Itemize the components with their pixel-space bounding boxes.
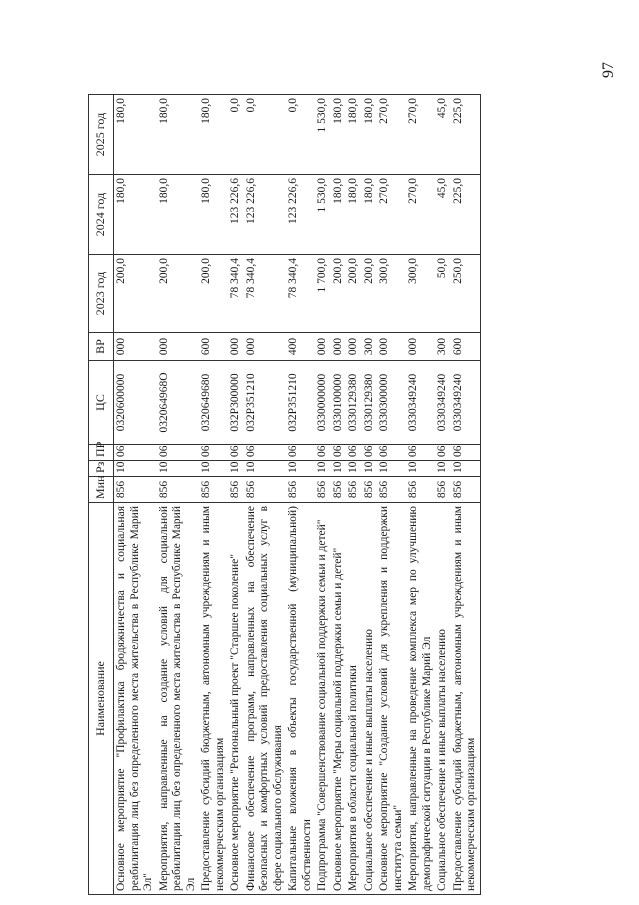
header-vr: ВР bbox=[89, 333, 114, 361]
row-name: Социальное обеспечение и иные выплаты населению bbox=[362, 503, 378, 895]
row-rz: 10 bbox=[331, 461, 347, 477]
row-pr: 06 bbox=[114, 445, 157, 461]
row-min: 856 bbox=[114, 477, 157, 503]
row-cs: 0330100000 bbox=[331, 361, 347, 445]
row-pr: 06 bbox=[377, 445, 406, 461]
row-min: 856 bbox=[244, 477, 287, 503]
row-cs: 0330349240 bbox=[435, 361, 451, 445]
row-vr: 600 bbox=[451, 333, 481, 361]
header-cs: ЦС bbox=[89, 361, 114, 445]
row-2023: 300,0 bbox=[377, 255, 406, 333]
row-2023: 200,0 bbox=[331, 255, 347, 333]
row-cs: 032P300000 bbox=[228, 361, 244, 445]
row-2025: 1 530,0 bbox=[315, 95, 331, 175]
row-cs: 032064968О bbox=[157, 361, 200, 445]
row-cs: 0330300000 bbox=[377, 361, 406, 445]
budget-table-sheet bbox=[88, 95, 608, 895]
row-vr: 000 bbox=[244, 333, 287, 361]
row-rz: 10 bbox=[315, 461, 331, 477]
header-rz: Рз bbox=[89, 461, 114, 477]
row-min: 856 bbox=[377, 477, 406, 503]
table-row bbox=[331, 95, 347, 895]
row-2025: 180,0 bbox=[114, 95, 157, 175]
row-vr: 000 bbox=[377, 333, 406, 361]
row-2023: 250,0 bbox=[451, 255, 481, 333]
row-min: 856 bbox=[451, 477, 481, 503]
row-2023: 78 340,4 bbox=[228, 255, 244, 333]
row-vr: 600 bbox=[199, 333, 228, 361]
row-min: 856 bbox=[286, 477, 315, 503]
row-name: Основное мероприятие "Региональный проект "Старшее поколение" bbox=[228, 503, 244, 895]
row-2024: 123 226,6 bbox=[228, 175, 244, 255]
row-2024: 180,0 bbox=[114, 175, 157, 255]
row-name: Финансовое обеспечение программ, направленных на обеспечение безопасных и комфортных условий предоставления социальных услуг в сфере социального обслуживания bbox=[244, 503, 287, 895]
row-cs: 0330349240 bbox=[406, 361, 435, 445]
row-name: Основное мероприятие "Меры социальной поддержки семьи и детей" bbox=[331, 503, 347, 895]
row-2025: 180,0 bbox=[331, 95, 347, 175]
row-min: 856 bbox=[435, 477, 451, 503]
header-min: Мин bbox=[89, 477, 114, 503]
row-rz: 10 bbox=[286, 461, 315, 477]
row-name: Основное мероприятие "Профилактика бродяжничества и социальная реабилитация лиц без определенного места жительства в Республике Марий Эл" bbox=[114, 503, 157, 895]
row-2023: 300,0 bbox=[406, 255, 435, 333]
row-name: Мероприятия в области социальной политики bbox=[346, 503, 362, 895]
row-2023: 200,0 bbox=[362, 255, 378, 333]
row-rz: 10 bbox=[157, 461, 200, 477]
table-row bbox=[406, 95, 435, 895]
table-row bbox=[244, 95, 287, 895]
row-vr: 000 bbox=[114, 333, 157, 361]
row-2024: 225,0 bbox=[451, 175, 481, 255]
row-cs: 0330129380 bbox=[362, 361, 378, 445]
row-2023: 78 340,4 bbox=[244, 255, 287, 333]
row-vr: 000 bbox=[346, 333, 362, 361]
row-vr: 000 bbox=[315, 333, 331, 361]
header-name: Наименование bbox=[89, 503, 114, 895]
row-rz: 10 bbox=[406, 461, 435, 477]
row-vr: 400 bbox=[286, 333, 315, 361]
row-2023: 200,0 bbox=[346, 255, 362, 333]
row-min: 856 bbox=[199, 477, 228, 503]
row-pr: 06 bbox=[346, 445, 362, 461]
row-rz: 10 bbox=[228, 461, 244, 477]
row-name: Предоставление субсидий бюджетным, автономным учреждениям и иным некоммерческим организациям bbox=[199, 503, 228, 895]
row-2024: 180,0 bbox=[346, 175, 362, 255]
budget-table bbox=[88, 94, 481, 895]
table-row bbox=[346, 95, 362, 895]
table-header-row bbox=[89, 95, 114, 895]
row-pr: 06 bbox=[362, 445, 378, 461]
row-2025: 180,0 bbox=[157, 95, 200, 175]
row-vr: 000 bbox=[406, 333, 435, 361]
row-name: Мероприятия, направленные на проведение комплекса мер по улучшению демографической ситуации в Республике Марий Эл bbox=[406, 503, 435, 895]
row-rz: 10 bbox=[435, 461, 451, 477]
row-rz: 10 bbox=[114, 461, 157, 477]
row-2024: 180,0 bbox=[362, 175, 378, 255]
table-row bbox=[228, 95, 244, 895]
row-2025: 0,0 bbox=[286, 95, 315, 175]
row-2024: 45,0 bbox=[435, 175, 451, 255]
row-pr: 06 bbox=[244, 445, 287, 461]
row-name: Социальное обеспечение и иные выплаты населению bbox=[435, 503, 451, 895]
row-name: Основное мероприятие "Создание условий для укрепления и поддержки института семьи" bbox=[377, 503, 406, 895]
row-cs: 0330000000 bbox=[315, 361, 331, 445]
row-2023: 50,0 bbox=[435, 255, 451, 333]
table-row bbox=[199, 95, 228, 895]
row-vr: 000 bbox=[157, 333, 200, 361]
row-2023: 200,0 bbox=[114, 255, 157, 333]
row-vr: 000 bbox=[331, 333, 347, 361]
row-cs: 0330349240 bbox=[451, 361, 481, 445]
row-2025: 180,0 bbox=[199, 95, 228, 175]
row-2024: 123 226,6 bbox=[244, 175, 287, 255]
table-row bbox=[451, 95, 481, 895]
row-2025: 180,0 bbox=[346, 95, 362, 175]
row-2023: 1 700,0 bbox=[315, 255, 331, 333]
row-cs: 0320600000 bbox=[114, 361, 157, 445]
header-2023: 2023 год bbox=[89, 255, 114, 333]
row-2025: 0,0 bbox=[228, 95, 244, 175]
row-min: 856 bbox=[406, 477, 435, 503]
table-row bbox=[377, 95, 406, 895]
row-min: 856 bbox=[346, 477, 362, 503]
row-2025: 225,0 bbox=[451, 95, 481, 175]
header-2024: 2024 год bbox=[89, 175, 114, 255]
row-min: 856 bbox=[331, 477, 347, 503]
row-pr: 06 bbox=[406, 445, 435, 461]
row-cs: 032P351210 bbox=[286, 361, 315, 445]
row-min: 856 bbox=[157, 477, 200, 503]
row-pr: 06 bbox=[451, 445, 481, 461]
row-2024: 180,0 bbox=[331, 175, 347, 255]
table-row bbox=[286, 95, 315, 895]
table-row bbox=[435, 95, 451, 895]
row-2025: 270,0 bbox=[377, 95, 406, 175]
page-number: 97 bbox=[600, 62, 617, 78]
row-name: Подпрограмма "Совершенствование социальной поддержки семьи и детей" bbox=[315, 503, 331, 895]
row-vr: 300 bbox=[362, 333, 378, 361]
row-2025: 45,0 bbox=[435, 95, 451, 175]
row-pr: 06 bbox=[286, 445, 315, 461]
row-pr: 06 bbox=[331, 445, 347, 461]
table-row bbox=[315, 95, 331, 895]
row-2023: 200,0 bbox=[157, 255, 200, 333]
row-name: Предоставление субсидий бюджетным, автономным учреждениям и иным некоммерческим организациям bbox=[451, 503, 481, 895]
header-2025: 2025 год bbox=[89, 95, 114, 175]
table-row bbox=[157, 95, 200, 895]
row-rz: 10 bbox=[377, 461, 406, 477]
row-2024: 123 226,6 bbox=[286, 175, 315, 255]
header-pr: ПР bbox=[89, 445, 114, 461]
row-name: Капитальные вложения в объекты государственной (муниципальной) собственности bbox=[286, 503, 315, 895]
row-vr: 300 bbox=[435, 333, 451, 361]
row-name: Мероприятия, направленные на создание условий для социальной реабилитации лиц без определенного места жительства в Республике Марий Эл bbox=[157, 503, 200, 895]
row-pr: 06 bbox=[199, 445, 228, 461]
row-min: 856 bbox=[315, 477, 331, 503]
row-rz: 10 bbox=[199, 461, 228, 477]
row-2025: 270,0 bbox=[406, 95, 435, 175]
row-cs: 032P351210 bbox=[244, 361, 287, 445]
row-2024: 1 530,0 bbox=[315, 175, 331, 255]
row-2023: 200,0 bbox=[199, 255, 228, 333]
row-cs: 0320649680 bbox=[199, 361, 228, 445]
row-rz: 10 bbox=[346, 461, 362, 477]
row-pr: 06 bbox=[228, 445, 244, 461]
row-2025: 0,0 bbox=[244, 95, 287, 175]
row-rz: 10 bbox=[451, 461, 481, 477]
row-rz: 10 bbox=[362, 461, 378, 477]
row-2023: 78 340,4 bbox=[286, 255, 315, 333]
row-vr: 000 bbox=[228, 333, 244, 361]
row-2024: 270,0 bbox=[406, 175, 435, 255]
row-pr: 06 bbox=[435, 445, 451, 461]
row-min: 856 bbox=[362, 477, 378, 503]
row-2024: 180,0 bbox=[199, 175, 228, 255]
row-cs: 0330129380 bbox=[346, 361, 362, 445]
table-row bbox=[114, 95, 157, 895]
row-min: 856 bbox=[228, 477, 244, 503]
row-pr: 06 bbox=[157, 445, 200, 461]
row-rz: 10 bbox=[244, 461, 287, 477]
row-2024: 270,0 bbox=[377, 175, 406, 255]
row-pr: 06 bbox=[315, 445, 331, 461]
table-row bbox=[362, 95, 378, 895]
row-2025: 180,0 bbox=[362, 95, 378, 175]
row-2024: 180,0 bbox=[157, 175, 200, 255]
